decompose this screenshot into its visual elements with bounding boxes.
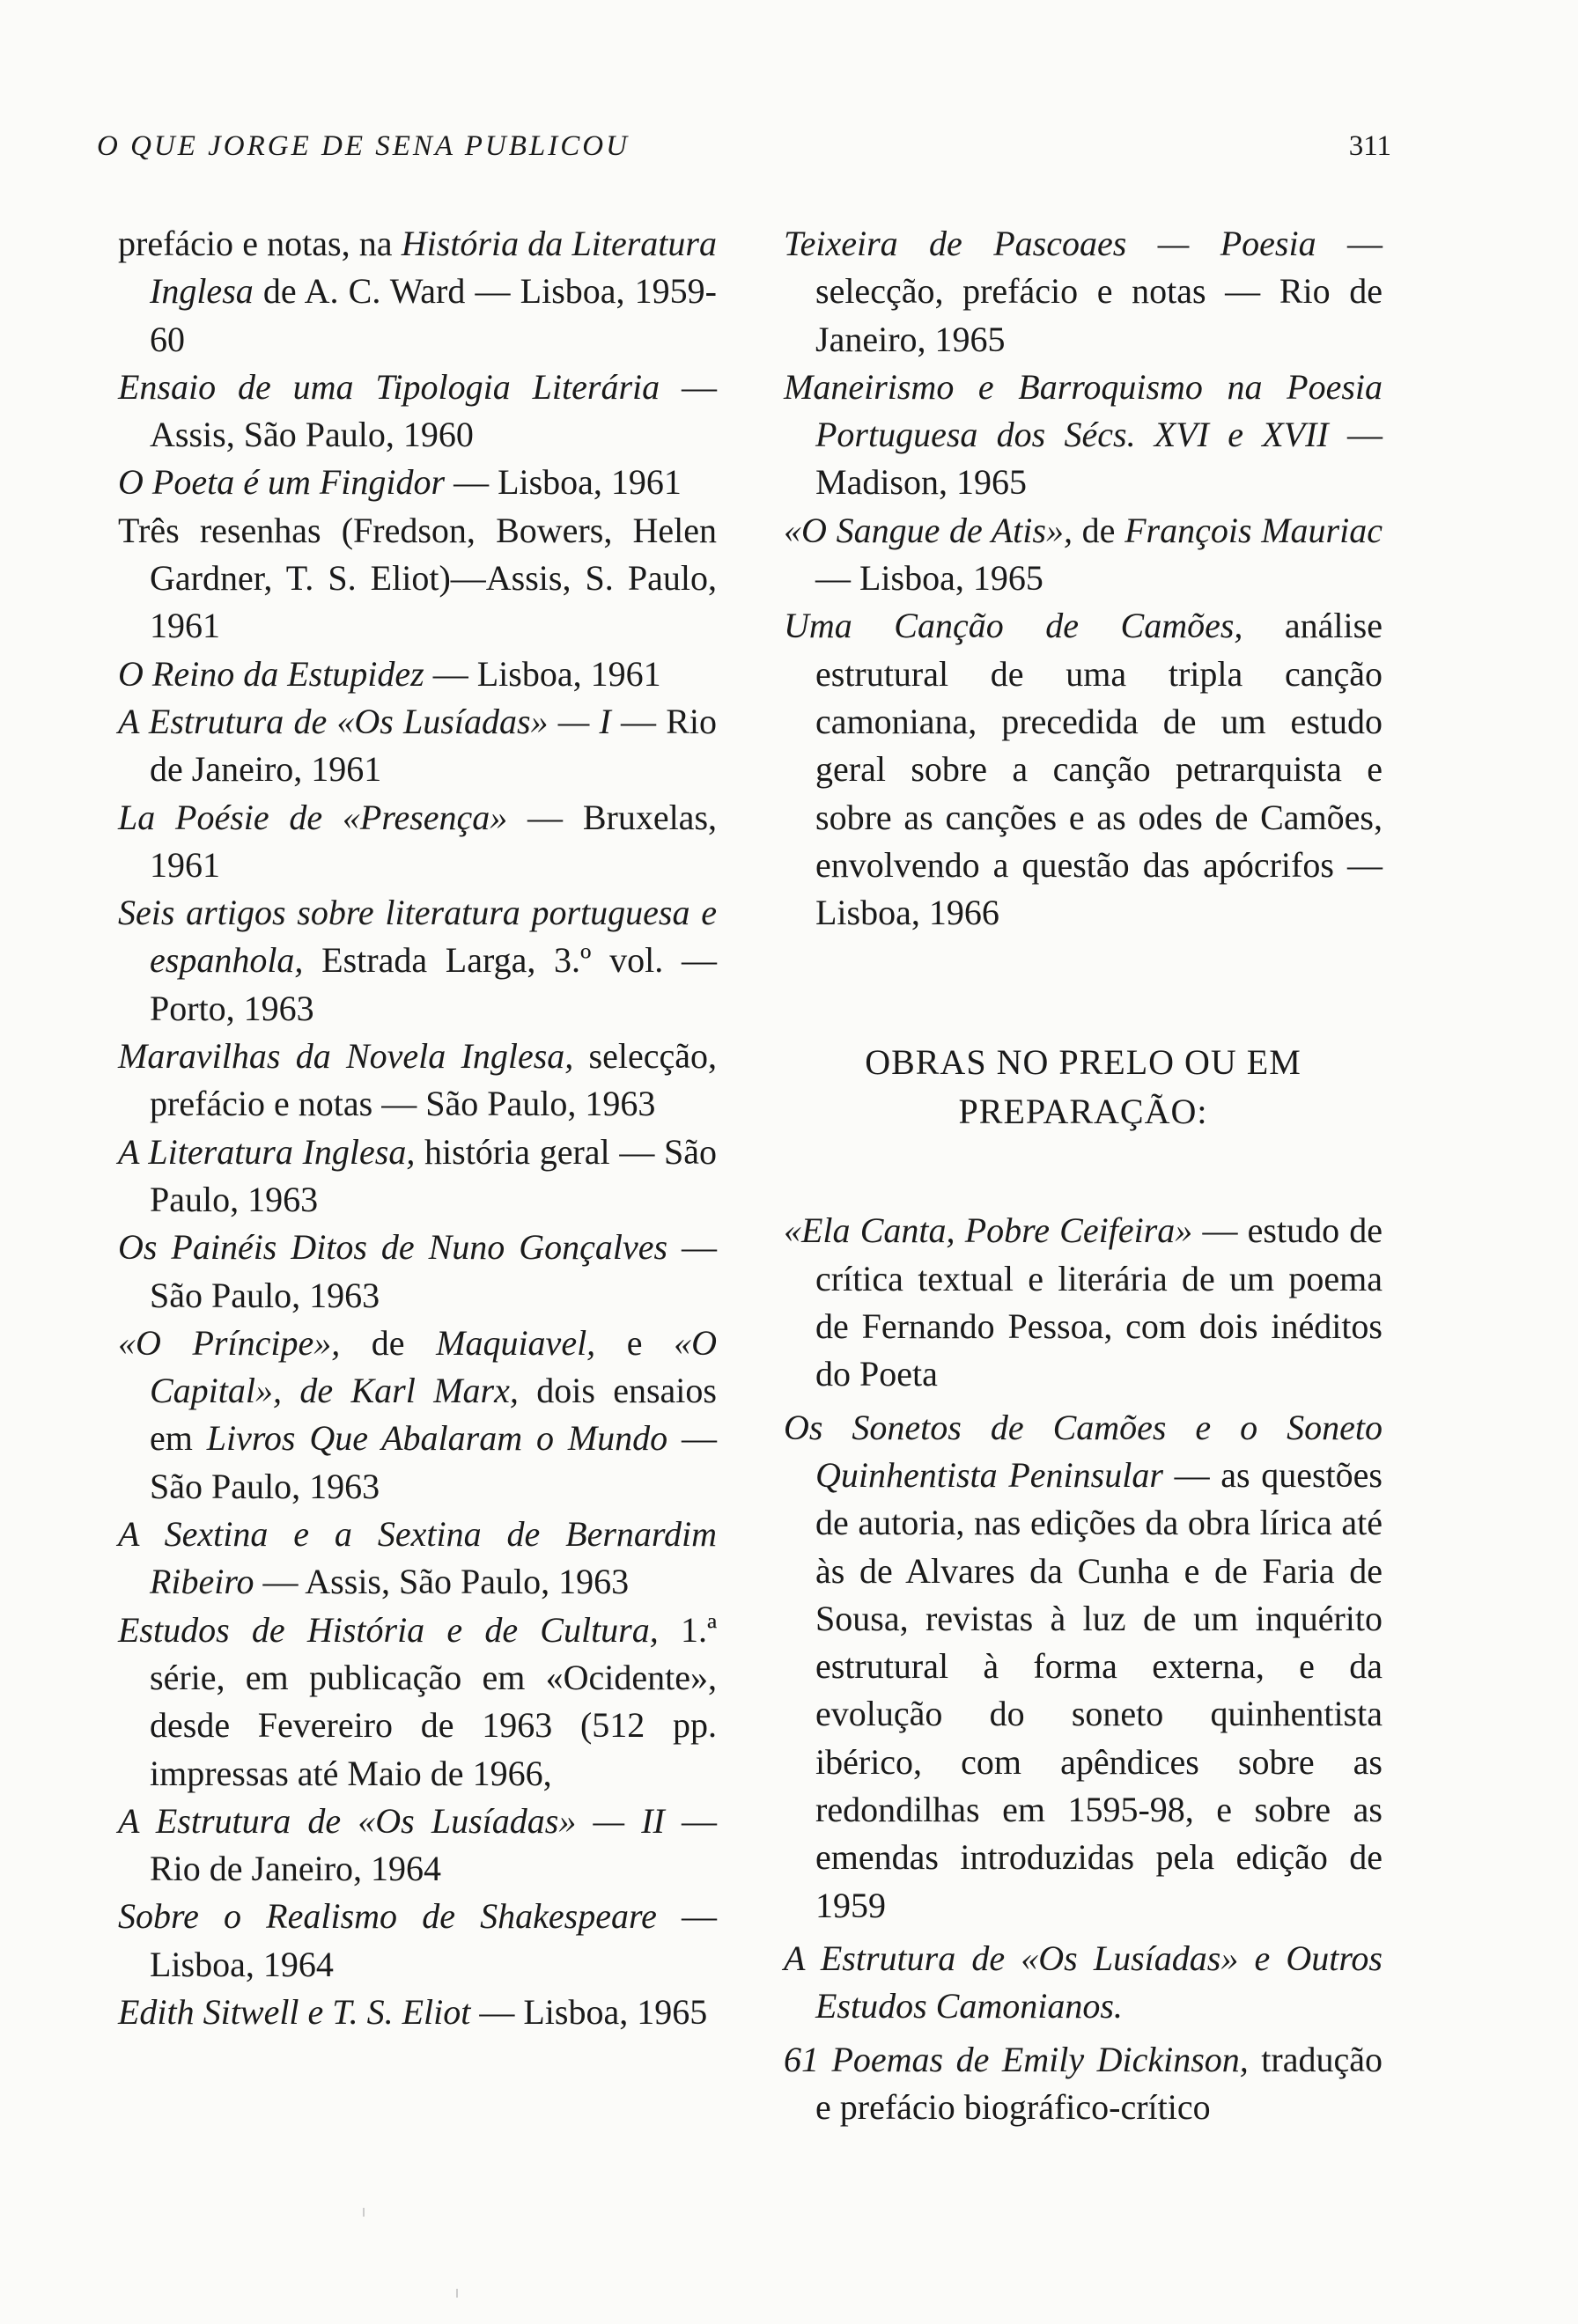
left-column (118, 220, 717, 2036)
bibliography-entry: O Poeta é um Fingidor — Lisboa, 1961 (118, 462, 682, 503)
bibliography-entry: Três resenhas (Fredson, Bowers, Helen Gardner, T. S. Eliot)—Assis, S. Paulo, 1961 (118, 510, 717, 646)
page-header (97, 130, 1391, 183)
bibliography-entry: Uma Canção de Camões, análise estrutural de uma tripla canção camoniana, precedida de um estudo geral sobre a canção petrarquista e sobre as canções e as odes de Camões, envolvendo a questão das apócrifos — Lisboa, 1966 (784, 606, 1383, 933)
bibliography-entry: Ensaio de uma Tipologia Literária — Assis, São Paulo, 1960 (118, 366, 718, 455)
bibliography-entry: A Estrutura de «Os Lusíadas» e Outros Estudos Camonianos. (784, 1938, 1383, 2026)
running-title: O QUE JORGE DE SENA PUBLICOU (97, 130, 630, 162)
bibliography-entry: Estudos de História e de Cultura, 1.ª série, em publicação em «Ocidente», desde Fevereiro de 1963 (512 pp. impressas até Maio de 1966, (118, 1609, 717, 1793)
bibliography-entry: Maneirismo e Barroquismo na Poesia Portuguesa dos Sécs. XVI e XVII — Madison, 1965 (784, 366, 1383, 503)
bibliography-entry: Teixeira de Pascoaes — Poesia — selecção, prefácio e notas — Rio de Janeiro, 1965 (784, 224, 1383, 359)
bibliography-entry: A Sextina e a Sextina de Bernardim Ribeiro — Assis, São Paulo, 1963 (118, 1514, 717, 1602)
page-number: 311 (1348, 130, 1391, 162)
bibliography-entry: «O Sangue de Atis», de François Mauriac — Lisboa, 1965 (784, 510, 1383, 599)
bibliography-entry: Os Sonetos de Camões e o Soneto Quinhentista Peninsular — as questões de autoria, nas edições da obra lírica até às de Alvares da Cunha e de Faria de Sousa, revistas à luz de um inquérito estrutural à forma externa, e da evolução do soneto quinhentista ibérico, com apêndices sobre as redondilhas em 1595-98, e sobre as emendas introduzidas pela edição de 1959 (784, 1407, 1383, 1925)
bibliography-entry: Seis artigos sobre literatura portuguesa e espanhola, Estrada Larga, 3.º vol. — Porto, 1963 (118, 893, 717, 1028)
bibliography-entry: Edith Sitwell e T. S. Eliot — Lisboa, 1965 (118, 1991, 708, 2032)
bibliography-entry: A Estrutura de «Os Lusíadas» — II — Rio de Janeiro, 1964 (118, 1800, 718, 1889)
bibliography-entry: Os Painéis Ditos de Nuno Gonçalves — São Paulo, 1963 (118, 1227, 717, 1315)
bibliography-entry: A Literatura Inglesa, história geral — São Paulo, 1963 (118, 1131, 718, 1219)
right-column (784, 220, 1383, 2131)
bibliography-entry: «Ela Canta, Pobre Ceifeira» — estudo de crítica textual e literária de um poema de Fernando Pessoa, com dois inéditos do Poeta (784, 1210, 1383, 1394)
bibliography-entry: Maravilhas da Novela Inglesa, selecção, prefácio e notas — São Paulo, 1963 (118, 1036, 717, 1124)
bibliography-entry: 61 Poemas de Emily Dickinson, tradução e prefácio biográfico-crítico (784, 2039, 1383, 2127)
bibliography-entry: «O Príncipe», de Maquiavel, e «O Capital», de Karl Marx, dois ensaios em Livros Que Abalaram o Mundo — São Paulo, 1963 (118, 1322, 718, 1506)
print-speck (363, 2208, 365, 2217)
bibliography-entry: A Estrutura de «Os Lusíadas» — I — Rio de Janeiro, 1961 (118, 701, 718, 790)
bibliography-entry: O Reino da Estupidez — Lisboa, 1961 (118, 653, 661, 694)
bibliography-entry: La Poésie de «Presença» — Bruxelas, 1961 (118, 797, 718, 885)
bibliography-entry: Sobre o Realismo de Shakespeare — Lisboa, 1964 (118, 1896, 718, 1984)
bibliography-entry: prefácio e notas, na História da Literatura Inglesa de A. C. Ward — Lisboa, 1959-60 (118, 224, 717, 359)
print-speck (456, 2289, 458, 2298)
section-heading: OBRAS NO PRELO OU EM PREPARAÇÃO: (865, 1042, 1301, 1132)
